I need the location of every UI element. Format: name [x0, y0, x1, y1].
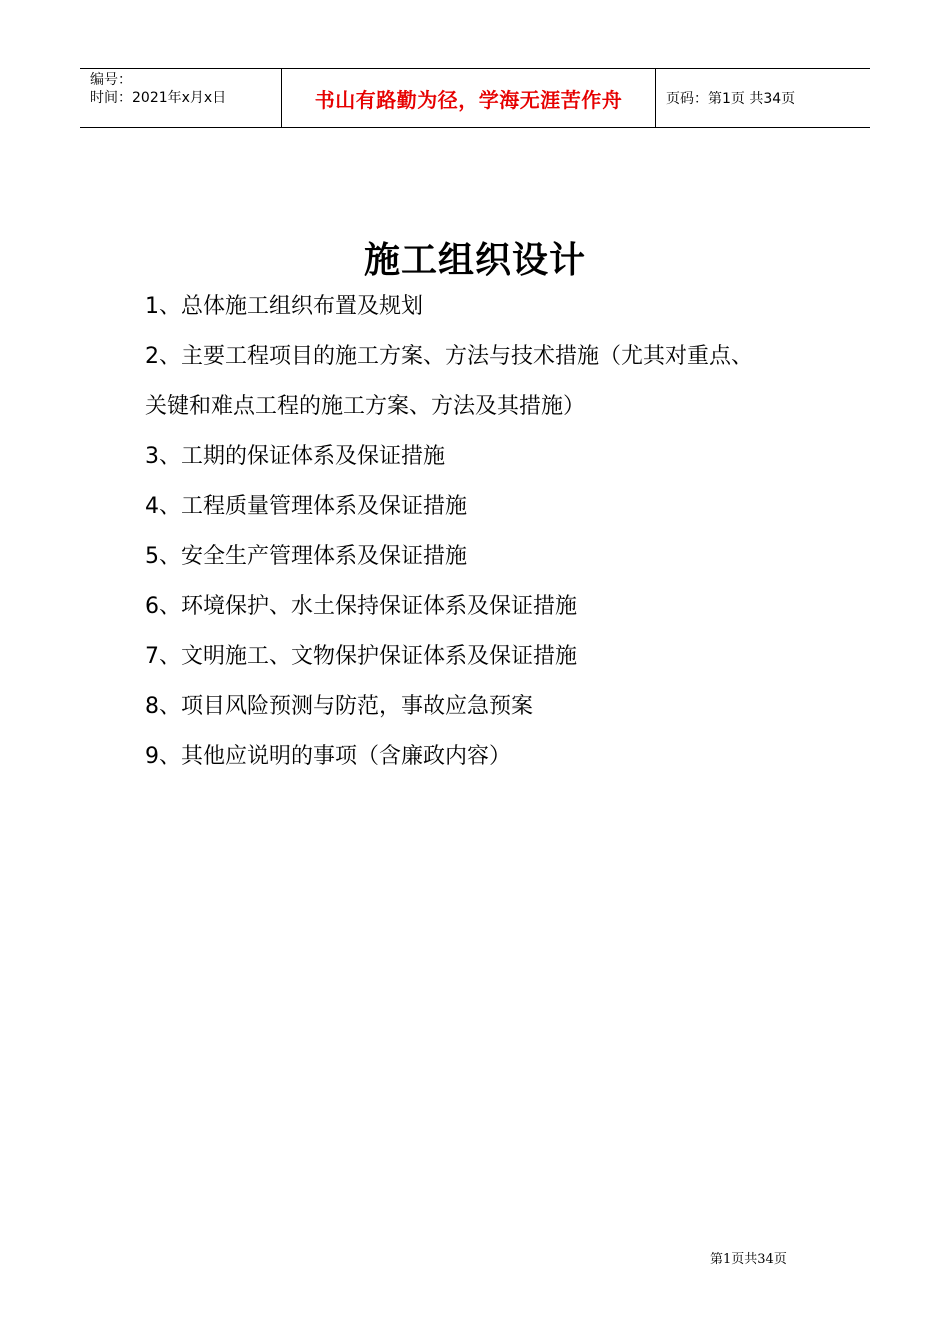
outline-list [145, 282, 835, 782]
outline-item: 9、其他应说明的事项（含廉政内容） [145, 744, 511, 769]
outline-item: 4、工程质量管理体系及保证措施 [145, 494, 467, 519]
document-date-label: 时间：2021年x月x日 [90, 90, 227, 106]
outline-item: 1、总体施工组织布置及规划 [145, 294, 423, 319]
outline-item: 2、主要工程项目的施工方案、方法与技术措施（尤其对重点、 [145, 344, 753, 369]
header-page-cell [656, 69, 870, 127]
header-page-info: 页码：第1页 共34页 [666, 91, 796, 107]
outline-item: 6、环境保护、水土保持保证体系及保证措施 [145, 594, 577, 619]
header-meta-cell [80, 69, 282, 127]
outline-item: 5、安全生产管理体系及保证措施 [145, 544, 467, 569]
document-number-label: 编号： [90, 72, 132, 88]
outline-item: 3、工期的保证体系及保证措施 [145, 444, 445, 469]
outline-item-continuation: 关键和难点工程的施工方案、方法及其措施） [145, 394, 586, 419]
header-motto: 书山有路勤为径，学海无涯苦作舟 [314, 87, 623, 112]
document-title: 施工组织设计 [363, 240, 586, 281]
header-motto-cell [282, 69, 656, 127]
footer-page-number: 第1页共34页 [710, 1252, 787, 1267]
header-table [80, 68, 870, 128]
outline-item: 7、文明施工、文物保护保证体系及保证措施 [145, 644, 577, 669]
outline-item: 8、项目风险预测与防范，事故应急预案 [145, 694, 533, 719]
